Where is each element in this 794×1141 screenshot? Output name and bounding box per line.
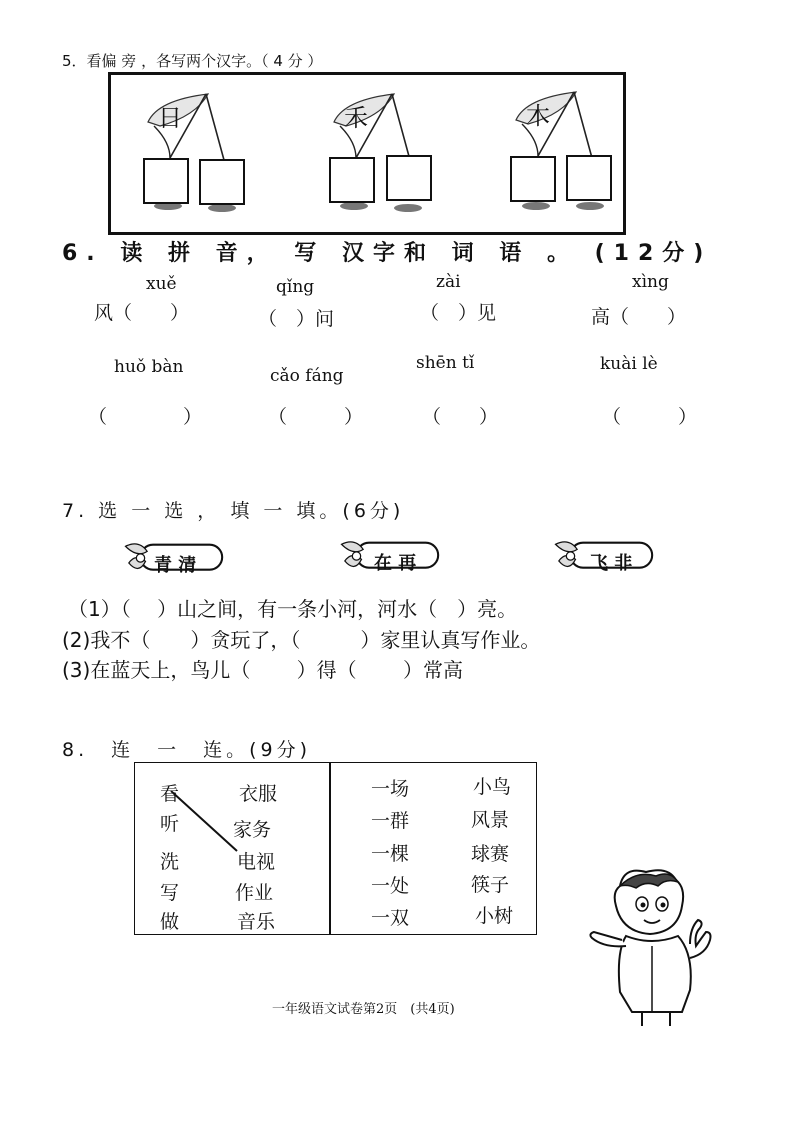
fill-blank[interactable]: （ ） [422,406,499,428]
noun[interactable]: 小树 [475,905,514,927]
pinyin: xìng [632,272,669,292]
fill-blank[interactable]: （ ） [602,406,698,428]
radical-char: 日 [158,104,182,132]
answer-box[interactable] [386,155,432,201]
verb[interactable]: 看 [160,783,180,805]
q7-title: 7. 选 一 选 ， 填 一 填。(6分) [62,500,405,522]
measure-word[interactable]: 一棵 [371,843,410,865]
answer-box[interactable] [143,158,189,204]
radical-char: 木 [526,102,550,130]
verb[interactable]: 做 [160,911,180,933]
verb[interactable]: 洗 [160,851,180,873]
noun[interactable]: 小鸟 [473,776,512,798]
pinyin: huǒ bàn [114,357,184,377]
answer-box[interactable] [199,159,245,205]
answer-box[interactable] [329,157,375,203]
q6-title: 6. 读 拼 音， 写 汉字和 词 语 。 (12分) [62,241,713,266]
option-pair: 飞 非 [590,553,633,574]
pinyin: qǐng [276,277,315,297]
measure-word[interactable]: 一处 [371,875,410,897]
matching-table [134,762,537,935]
noun[interactable]: 筷子 [471,874,510,896]
sentence[interactable]: (2)我不（ ）贪玩了，（ ）家里认真写作业。 [62,628,541,652]
radical-char: 禾 [344,104,368,132]
fill-blank[interactable]: （ ）见 [420,302,497,324]
object[interactable]: 作业 [235,882,274,904]
pinyin: cǎo fáng [270,366,344,386]
measure-word[interactable]: 一场 [371,778,410,800]
object[interactable]: 电视 [237,851,276,873]
cartoon-boy-icon [586,862,728,1028]
fill-blank[interactable]: （ ） [268,406,364,428]
q8-title: 8. 连 一 连。(9分) [62,739,312,761]
fill-blank[interactable]: （ ）问 [258,308,335,330]
pinyin: shēn tǐ [416,353,475,373]
fill-blank[interactable]: 高（ ） [591,306,687,328]
page-footer: 一年级语文试卷第2页 (共4页) [272,1002,455,1017]
option-pair: 在 再 [374,553,417,574]
sentence[interactable]: (3)在蓝天上，鸟儿（ ）得（ ）常高 [62,658,464,682]
verb[interactable]: 写 [160,882,180,904]
sentence[interactable]: （1）（ ）山之间，有一条小河，河水（ ）亮。 [68,597,518,621]
verb[interactable]: 听 [160,813,180,835]
q5-title: 5．看偏 旁 ，各写两个汉字。（ 4 分 ） [62,52,323,70]
answer-box[interactable] [510,156,556,202]
answer-box[interactable] [566,155,612,201]
noun[interactable]: 球赛 [471,843,510,865]
option-pair: 青 清 [154,555,197,576]
pinyin: kuài lè [600,354,658,374]
pinyin: zài [436,272,461,292]
fill-blank[interactable]: （ ） [88,406,203,428]
object[interactable]: 衣服 [239,783,278,805]
measure-word[interactable]: 一群 [371,810,410,832]
object[interactable]: 音乐 [237,911,276,933]
fill-blank[interactable]: 风（ ） [94,302,190,324]
noun[interactable]: 风景 [471,809,510,831]
pinyin: xuě [146,274,177,294]
object[interactable]: 家务 [233,819,272,841]
measure-word[interactable]: 一双 [371,907,410,929]
